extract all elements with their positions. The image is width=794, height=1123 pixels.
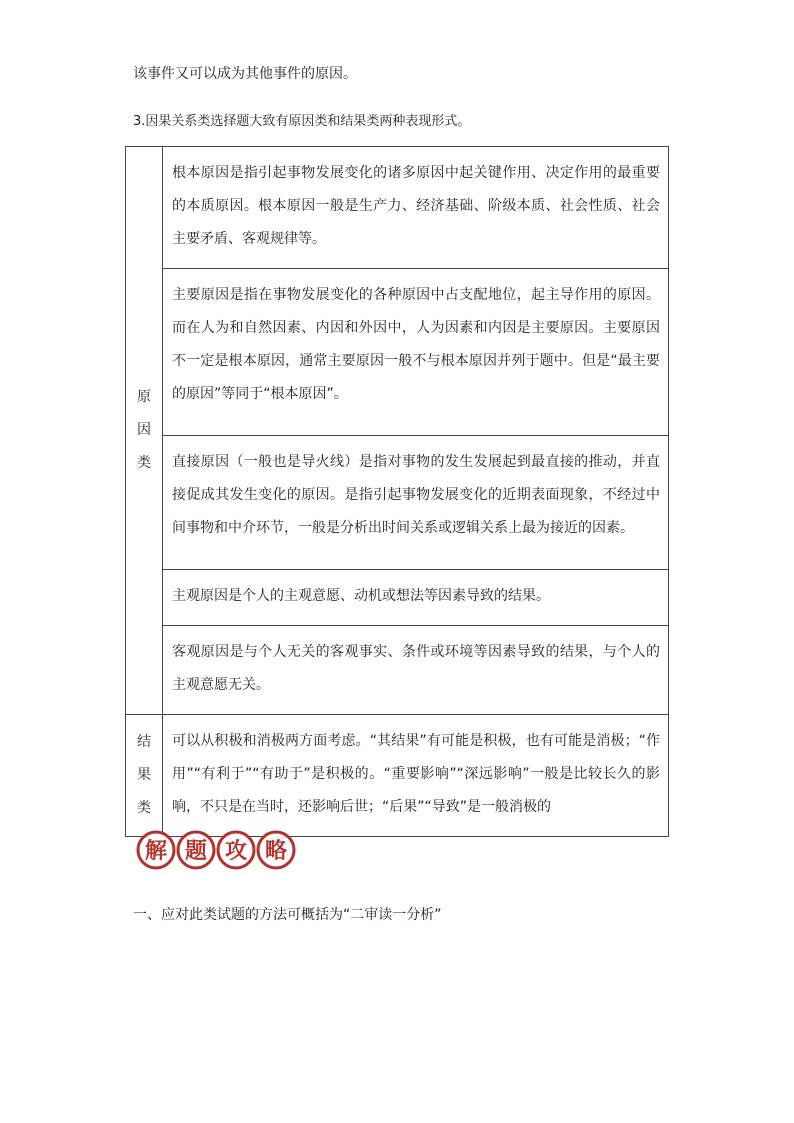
table-row	[126, 269, 669, 436]
category-char: 结	[137, 734, 151, 750]
solution-strategy-banner	[136, 826, 296, 874]
subjective-cause-cell: 主观原因是个人的主观意愿、动机或想法等因素导致的结果。	[163, 570, 669, 626]
root-cause-cell: 根本原因是指引起事物发展变化的诸多原因中起关键作用、决定作用的最重要的本质原因。根本原因一般是生产力、经济基础、阶级本质、社会性质、社会主要矛盾、客观规律等。	[163, 147, 669, 269]
result-category-cell	[126, 715, 163, 837]
cause-category-cell	[126, 147, 163, 715]
category-char: 原	[137, 389, 151, 405]
cause-result-table	[125, 146, 669, 837]
banner-char: 略	[264, 839, 288, 864]
table-row	[126, 715, 669, 837]
banner-char: 攻	[224, 839, 248, 864]
banner-char: 解	[144, 839, 168, 864]
point-3-text: 3.因果关系类选择题大致有原因类和结果类两种表现形式。	[133, 114, 471, 129]
direct-cause-cell: 直接原因（一般也是导火线）是指对事物的发生发展起到最直接的推动，并直接促成其发生变化的原因。是指引起事物发展变化的近期表面现象，不经过中间事物和中介环节，一般是分析出时间关系或逻辑关系上最为接近的因素。	[163, 436, 669, 570]
section-1-heading: 一、应对此类试题的方法可概括为“二审读一分析”	[133, 907, 442, 923]
category-char: 因	[137, 422, 151, 438]
banner-char: 题	[184, 839, 208, 864]
objective-cause-cell: 客观原因是与个人无关的客观事实、条件或环境等因素导致的结果，与个人的主观意愿无关。	[163, 626, 669, 715]
table-row	[126, 436, 669, 570]
table-row	[126, 147, 669, 269]
category-char: 果	[137, 767, 151, 783]
intro-text: 该事件又可以成为其他事件的原因。	[133, 66, 357, 82]
table-row	[126, 626, 669, 715]
table-row	[126, 570, 669, 626]
result-cell: 可以从积极和消极两方面考虑。“其结果”有可能是积极，也有可能是消极；“作用”“有利于”“有助于”是积极的。“重要影响”“深远影响”一般是比较长久的影响，不只是在当时，还影响后世；“后果”“导致”是一般消极的	[163, 715, 669, 837]
category-char: 类	[137, 455, 151, 471]
category-char: 类	[137, 800, 151, 816]
main-cause-cell: 主要原因是指在事物发展变化的各种原因中占支配地位，起主导作用的原因。而在人为和自然因素、内因和外因中，人为因素和内因是主要原因。主要原因不一定是根本原因，通常主要原因一般不与根本原因并列于题中。但是“最主要的原因”等同于“根本原因”。	[163, 269, 669, 436]
